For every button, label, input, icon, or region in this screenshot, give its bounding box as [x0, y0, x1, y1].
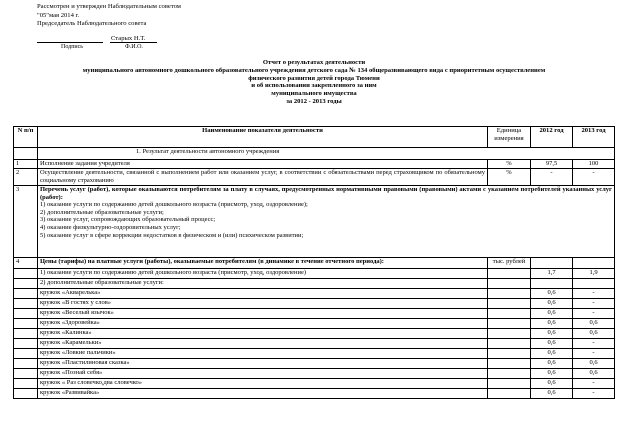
table-row: [14, 269, 615, 279]
col-header-unit: Единица измерения: [488, 127, 531, 148]
table-row: [14, 309, 615, 319]
row-2012: 0,6: [531, 309, 573, 319]
row-name: кружок «Познай себя»: [38, 369, 488, 379]
table-row: [14, 359, 615, 369]
row-name: Исполнение задания учредителя: [38, 160, 488, 169]
row-name: кружок «Ловкие пальчики»: [38, 349, 488, 359]
table-row: [14, 279, 615, 289]
row-2012: [531, 279, 573, 289]
row-2012: 1,7: [531, 269, 573, 279]
row-number: 4: [14, 258, 38, 269]
row-unit: %: [488, 169, 531, 186]
service-item: 5) оказание услуг в сфере коррекции недостатков в физическом и (или) психическом развитии;: [40, 231, 304, 239]
approval-date: "05"мая 2014 г.: [37, 11, 80, 19]
table-row: [14, 329, 615, 339]
signature-line: [37, 42, 103, 43]
row-2012: 0,6: [531, 389, 573, 399]
service-item: 4) оказание физкультурно-оздоровительных услуг;: [40, 223, 181, 231]
title-line: муниципального автономного дошкольного образовательного учреждения детского сада № 134 общеразвивающего вида с приоритетным осуществлением: [82, 66, 546, 74]
table-row: [14, 319, 615, 329]
row-2013: -: [573, 349, 615, 359]
row-2013: -: [573, 389, 615, 399]
row-2012: 0,6: [531, 359, 573, 369]
service-item: 3) оказание услуг, сопровождающих образовательный процесс;: [40, 216, 216, 224]
signer-name: Старых Н.Т.: [111, 35, 146, 42]
col-header-2013: 2013 год: [573, 127, 615, 148]
row-2012: 0,6: [531, 349, 573, 359]
row-2013: [573, 279, 615, 289]
row-2013: 0,6: [573, 369, 615, 379]
row-unit: %: [488, 160, 531, 169]
row-2013: -: [573, 339, 615, 349]
row-2013: -: [573, 169, 615, 186]
col-header-2012: 2012 год: [531, 127, 573, 148]
row-name: кружок «В гостях у слов»: [38, 299, 488, 309]
service-item: 1) оказание услуги по содержанию детей дошкольного возраста (присмотр, уход, оздоровление);: [40, 201, 308, 209]
title-line: Отчет о результатах деятельности: [262, 59, 366, 66]
service-item: 2) дополнительные образовательные услуги;: [40, 208, 164, 216]
row-2013: 0,6: [573, 319, 615, 329]
row-name: кружок « Раз словечко,два словечко»: [38, 379, 488, 389]
row-2013: -: [573, 379, 615, 389]
table-row: [14, 389, 615, 399]
table-header-row: [14, 127, 615, 148]
row-name: кружок «Здоровейка»: [38, 319, 488, 329]
row-2012: 0,6: [531, 369, 573, 379]
row-2012: 0,6: [531, 289, 573, 299]
table-row: [14, 299, 615, 309]
row-2012: 0,6: [531, 379, 573, 389]
row-name: 1) оказание услуги по содержанию детей дошкольного возраста (присмотр, уход, оздоровление): [38, 269, 488, 279]
row-2013: -: [573, 299, 615, 309]
row-name: Осуществление деятельности, связанной с выполнением работ или оказанием услуг, в соответствии с обязательствами перед страховщиком по обязательному социальному страхованию: [38, 169, 488, 186]
section-row: [14, 148, 615, 160]
title-line: и об использовании закрепленного за ним: [251, 82, 377, 90]
row-2013: 1,9: [573, 269, 615, 279]
title-line: муниципального имущества: [271, 90, 357, 98]
row-2013: -: [573, 309, 615, 319]
col-header-name: Наименование показателя деятельности: [38, 127, 488, 148]
title-line: физического развития детей города Тюмени: [248, 74, 380, 82]
fio-caption: Ф.И.О.: [125, 44, 143, 50]
row-2012: -: [531, 169, 573, 186]
chairman-line: Председатель Наблюдательного совета: [37, 20, 147, 28]
row-name: кружок «Карамельки»: [38, 339, 488, 349]
table-row: [14, 160, 615, 169]
prices-title: Цены (тарифы) на платные услуги (работы), оказываемые потребителям (в динамике в течение отчетного периода):: [38, 258, 488, 269]
row-name: кружок «Пластилиновая сказка»: [38, 359, 488, 369]
title-line: за 2012 - 2013 годы: [286, 97, 342, 105]
row-number: 2: [14, 169, 38, 186]
row-2013: 0,6: [573, 359, 615, 369]
approval-header: [37, 3, 181, 29]
row-name: кружок «Развивайка»: [38, 389, 488, 399]
report-table: [13, 126, 615, 399]
row-number: 1: [14, 160, 38, 169]
row-2013: 100: [573, 160, 615, 169]
approval-line: Рассмотрен и утвержден Наблюдательным советом: [37, 3, 181, 10]
table-row: [14, 169, 615, 186]
row-name: 2) дополнительные образовательные услуги:: [38, 279, 488, 289]
services-cell: [38, 186, 615, 258]
signer-name-line: [110, 42, 157, 43]
services-title: Перечень услуг (работ), которые оказываются потребителям за плату в случаях, предусмотренных нормативными правовыми (правовыми) актами с указанием потребителей указанных услуг (работ):: [40, 186, 612, 201]
row-2012: 97,5: [531, 160, 573, 169]
row-name: кружок «Калинка»: [38, 329, 488, 339]
section-title: 1. Результат деятельности автономного учреждения: [38, 148, 615, 160]
signature-caption: Подпись: [61, 44, 84, 50]
table-row: [14, 339, 615, 349]
row-name: кружок «Акварелька»: [38, 289, 488, 299]
col-header-n: N п/п: [14, 127, 38, 148]
table-row: [14, 289, 615, 299]
row-number: 3: [14, 186, 38, 258]
row-2012: 0,6: [531, 319, 573, 329]
row-2012: 0,6: [531, 329, 573, 339]
row-2012: 0,6: [531, 339, 573, 349]
row-2013: 0,6: [573, 329, 615, 339]
row-2012: 0,6: [531, 299, 573, 309]
table-row: [14, 369, 615, 379]
table-row: [14, 379, 615, 389]
row-2013: -: [573, 289, 615, 299]
report-title: [0, 59, 628, 106]
table-row: [14, 349, 615, 359]
prices-unit: тыс. рублей: [488, 258, 531, 269]
row-name: кружок «Веселый язычок»: [38, 309, 488, 319]
prices-row: [14, 258, 615, 269]
services-row: [14, 186, 615, 258]
